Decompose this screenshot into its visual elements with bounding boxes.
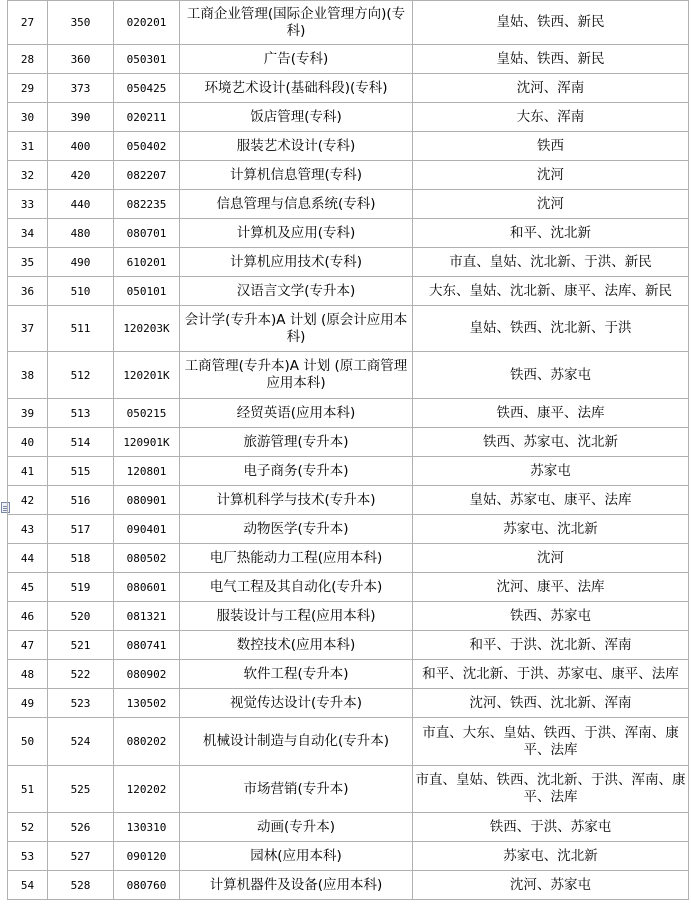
locations-cell: 市直、大东、皇姑、铁西、于洪、浑南、康平、法库 <box>413 718 689 766</box>
locations-cell: 苏家屯 <box>413 457 689 486</box>
major-name-cell: 计算机信息管理(专科) <box>180 161 413 190</box>
locations-cell: 皇姑、铁西、新民 <box>413 45 689 74</box>
code-cell: 511 <box>48 306 114 352</box>
major-name-cell: 软件工程(专升本) <box>180 660 413 689</box>
code-cell: 373 <box>48 74 114 103</box>
code-cell: 490 <box>48 248 114 277</box>
code-cell: 527 <box>48 842 114 871</box>
code-cell: 516 <box>48 486 114 515</box>
locations-cell: 和平、于洪、沈北新、浑南 <box>413 631 689 660</box>
major-name-cell: 信息管理与信息系统(专科) <box>180 190 413 219</box>
major-name-cell: 计算机科学与技术(专升本) <box>180 486 413 515</box>
major-code-cell: 020211 <box>114 103 180 132</box>
major-code-cell: 080502 <box>114 544 180 573</box>
code-cell: 400 <box>48 132 114 161</box>
row-index-cell: 46 <box>8 602 48 631</box>
major-code-cell: 120901K <box>114 428 180 457</box>
table-row <box>8 457 689 486</box>
major-name-cell: 动物医学(专升本) <box>180 515 413 544</box>
table-row <box>8 219 689 248</box>
table-row <box>8 766 689 813</box>
table-row <box>8 45 689 74</box>
locations-cell: 沈河、康平、法库 <box>413 573 689 602</box>
code-cell: 526 <box>48 813 114 842</box>
major-name-cell: 广告(专科) <box>180 45 413 74</box>
table-row <box>8 602 689 631</box>
code-cell: 513 <box>48 399 114 428</box>
code-cell: 521 <box>48 631 114 660</box>
code-cell: 350 <box>48 1 114 45</box>
major-code-cell: 610201 <box>114 248 180 277</box>
row-index-cell: 38 <box>8 352 48 399</box>
code-cell: 510 <box>48 277 114 306</box>
code-cell: 480 <box>48 219 114 248</box>
major-name-cell: 园林(应用本科) <box>180 842 413 871</box>
table-row <box>8 631 689 660</box>
major-name-cell: 会计学(专升本)A 计划 (原会计应用本科) <box>180 306 413 352</box>
row-index-cell: 44 <box>8 544 48 573</box>
locations-cell: 大东、皇姑、沈北新、康平、法库、新民 <box>413 277 689 306</box>
major-name-cell: 服装艺术设计(专科) <box>180 132 413 161</box>
major-code-cell: 081321 <box>114 602 180 631</box>
table-row <box>8 573 689 602</box>
row-index-cell: 50 <box>8 718 48 766</box>
major-code-cell: 082207 <box>114 161 180 190</box>
table-row <box>8 103 689 132</box>
locations-cell: 苏家屯、沈北新 <box>413 515 689 544</box>
major-name-cell: 动画(专升本) <box>180 813 413 842</box>
major-code-cell: 120801 <box>114 457 180 486</box>
row-index-cell: 48 <box>8 660 48 689</box>
row-index-cell: 30 <box>8 103 48 132</box>
major-code-cell: 130310 <box>114 813 180 842</box>
major-name-cell: 市场营销(专升本) <box>180 766 413 813</box>
row-index-cell: 32 <box>8 161 48 190</box>
code-cell: 525 <box>48 766 114 813</box>
major-code-cell: 050425 <box>114 74 180 103</box>
row-index-cell: 49 <box>8 689 48 718</box>
locations-cell: 铁西、康平、法库 <box>413 399 689 428</box>
major-name-cell: 环境艺术设计(基础科段)(专科) <box>180 74 413 103</box>
code-cell: 523 <box>48 689 114 718</box>
code-cell: 522 <box>48 660 114 689</box>
row-index-cell: 45 <box>8 573 48 602</box>
major-code-cell: 130502 <box>114 689 180 718</box>
row-index-cell: 34 <box>8 219 48 248</box>
row-index-cell: 54 <box>8 871 48 900</box>
row-index-cell: 53 <box>8 842 48 871</box>
row-index-cell: 33 <box>8 190 48 219</box>
major-name-cell: 计算机及应用(专科) <box>180 219 413 248</box>
table-row <box>8 428 689 457</box>
major-code-cell: 080601 <box>114 573 180 602</box>
table-row <box>8 486 689 515</box>
major-name-cell: 工商企业管理(国际企业管理方向)(专科) <box>180 1 413 45</box>
table-row <box>8 399 689 428</box>
major-code-cell: 082235 <box>114 190 180 219</box>
major-code-cell: 080902 <box>114 660 180 689</box>
code-cell: 514 <box>48 428 114 457</box>
table-row <box>8 1 689 45</box>
major-name-cell: 电气工程及其自动化(专升本) <box>180 573 413 602</box>
locations-cell: 沈河 <box>413 161 689 190</box>
locations-cell: 皇姑、铁西、新民 <box>413 1 689 45</box>
major-name-cell: 视觉传达设计(专升本) <box>180 689 413 718</box>
code-cell: 512 <box>48 352 114 399</box>
table-row <box>8 842 689 871</box>
row-index-cell: 37 <box>8 306 48 352</box>
locations-cell: 大东、浑南 <box>413 103 689 132</box>
table-row <box>8 306 689 352</box>
major-code-cell: 050101 <box>114 277 180 306</box>
locations-cell: 苏家屯、沈北新 <box>413 842 689 871</box>
code-cell: 390 <box>48 103 114 132</box>
major-code-cell: 020201 <box>114 1 180 45</box>
row-index-cell: 35 <box>8 248 48 277</box>
locations-cell: 沈河、浑南 <box>413 74 689 103</box>
table-row <box>8 689 689 718</box>
row-index-cell: 43 <box>8 515 48 544</box>
row-index-cell: 39 <box>8 399 48 428</box>
locations-cell: 市直、皇姑、铁西、沈北新、于洪、浑南、康平、法库 <box>413 766 689 813</box>
table-row <box>8 277 689 306</box>
locations-cell: 铁西、于洪、苏家屯 <box>413 813 689 842</box>
major-code-cell: 090401 <box>114 515 180 544</box>
major-name-cell: 服装设计与工程(应用本科) <box>180 602 413 631</box>
table-row <box>8 718 689 766</box>
major-name-cell: 数控技术(应用本科) <box>180 631 413 660</box>
code-cell: 420 <box>48 161 114 190</box>
major-code-cell: 120202 <box>114 766 180 813</box>
table-row <box>8 813 689 842</box>
locations-cell: 和平、沈北新、于洪、苏家屯、康平、法库 <box>413 660 689 689</box>
major-code-cell: 080202 <box>114 718 180 766</box>
row-index-cell: 40 <box>8 428 48 457</box>
major-name-cell: 工商管理(专升本)A 计划 (原工商管理应用本科) <box>180 352 413 399</box>
major-name-cell: 经贸英语(应用本科) <box>180 399 413 428</box>
code-cell: 519 <box>48 573 114 602</box>
major-name-cell: 饭店管理(专科) <box>180 103 413 132</box>
locations-cell: 沈河 <box>413 190 689 219</box>
table-row <box>8 190 689 219</box>
major-name-cell: 机械设计制造与自动化(专升本) <box>180 718 413 766</box>
table-row <box>8 248 689 277</box>
row-index-cell: 47 <box>8 631 48 660</box>
major-code-cell: 050301 <box>114 45 180 74</box>
major-code-cell: 080741 <box>114 631 180 660</box>
row-index-cell: 42 <box>8 486 48 515</box>
table-row <box>8 352 689 399</box>
row-index-cell: 41 <box>8 457 48 486</box>
code-cell: 524 <box>48 718 114 766</box>
row-index-cell: 51 <box>8 766 48 813</box>
locations-cell: 皇姑、铁西、沈北新、于洪 <box>413 306 689 352</box>
major-code-cell: 080701 <box>114 219 180 248</box>
locations-cell: 铁西、苏家屯、沈北新 <box>413 428 689 457</box>
major-name-cell: 电子商务(专升本) <box>180 457 413 486</box>
locations-cell: 铁西、苏家屯 <box>413 602 689 631</box>
locations-cell: 沈河 <box>413 544 689 573</box>
major-code-cell: 050402 <box>114 132 180 161</box>
table-row <box>8 660 689 689</box>
table-body <box>8 1 689 900</box>
major-name-cell: 汉语言文学(专升本) <box>180 277 413 306</box>
table-row <box>8 515 689 544</box>
major-code-cell: 120203K <box>114 306 180 352</box>
row-index-cell: 31 <box>8 132 48 161</box>
table-row <box>8 74 689 103</box>
code-cell: 440 <box>48 190 114 219</box>
code-cell: 360 <box>48 45 114 74</box>
major-code-cell: 080760 <box>114 871 180 900</box>
locations-cell: 和平、沈北新 <box>413 219 689 248</box>
locations-cell: 铁西 <box>413 132 689 161</box>
code-cell: 520 <box>48 602 114 631</box>
major-code-cell: 050215 <box>114 399 180 428</box>
locations-cell: 沈河、苏家屯 <box>413 871 689 900</box>
major-name-cell: 旅游管理(专升本) <box>180 428 413 457</box>
major-name-cell: 电厂热能动力工程(应用本科) <box>180 544 413 573</box>
table-row <box>8 544 689 573</box>
major-code-cell: 090120 <box>114 842 180 871</box>
table-row <box>8 161 689 190</box>
major-code-cell: 120201K <box>114 352 180 399</box>
major-location-table <box>7 0 689 900</box>
major-name-cell: 计算机器件及设备(应用本科) <box>180 871 413 900</box>
major-name-cell: 计算机应用技术(专科) <box>180 248 413 277</box>
code-cell: 517 <box>48 515 114 544</box>
code-cell: 515 <box>48 457 114 486</box>
row-index-cell: 28 <box>8 45 48 74</box>
locations-cell: 铁西、苏家屯 <box>413 352 689 399</box>
row-index-cell: 27 <box>8 1 48 45</box>
row-index-cell: 29 <box>8 74 48 103</box>
table-row <box>8 132 689 161</box>
locations-cell: 沈河、铁西、沈北新、浑南 <box>413 689 689 718</box>
locations-cell: 皇姑、苏家屯、康平、法库 <box>413 486 689 515</box>
locations-cell: 市直、皇姑、沈北新、于洪、新民 <box>413 248 689 277</box>
row-index-cell: 52 <box>8 813 48 842</box>
code-cell: 528 <box>48 871 114 900</box>
code-cell: 518 <box>48 544 114 573</box>
row-index-cell: 36 <box>8 277 48 306</box>
table-row <box>8 871 689 900</box>
major-code-cell: 080901 <box>114 486 180 515</box>
